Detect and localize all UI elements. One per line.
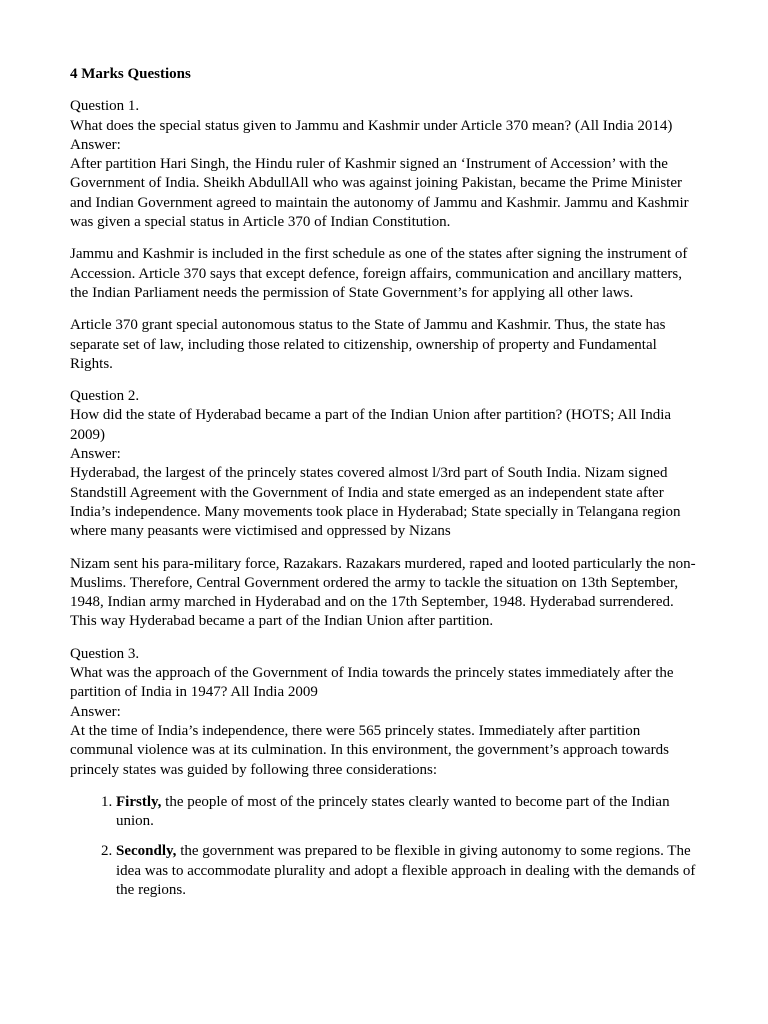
list-item-lead: Secondly, [116,843,177,860]
page-title: 4 Marks Questions [70,66,191,82]
answer-paragraph: Jammu and Kashmir is included in the first schedule as one of the states after signing the instrument of Accession. Article 370 says that except defence, foreign affairs, communication and ancillary matters, the Indian Parliament needs the permission of State Government’s for applying all other laws. [70,246,688,301]
question-1 [70,97,698,232]
answer-label: Answer: [70,446,121,463]
answer-label: Answer: [70,703,121,720]
answer-paragraph: Nizam sent his para-military force, Razakars. Razakars murdered, raped and looted particularly the non-Muslims. Therefore, Central Government ordered the army to tackle the situation on 13th September, 1948, Indian army marched in Hyderabad and on the 17th September, 1948. Hyderabad surrendered. This way Hyderabad became a part of the Indian Union after partition. [70,555,696,630]
question-text: What was the approach of the Government of India towards the princely states immediately after the partition of India in 1947? All India 2009 [70,665,674,701]
list-item [116,793,698,832]
question-3 [70,645,698,780]
answer-paragraph: Hyderabad, the largest of the princely states covered almost l/3rd part of South India. Nizam signed Standstill Agreement with the Government of India and state emerged as an independent state after India’s independence. Many movements took place in Hyderabad; State specially in Telangana region where many peasants were victimised and oppressed by Nizans [70,465,681,540]
answer-label: Answer: [70,136,121,153]
list-item-lead: Firstly, [116,793,162,810]
list-item-text: the people of most of the princely states clearly wanted to become part of the Indian union. [116,793,670,830]
list-item [116,842,698,900]
question-label: Question 2. [70,388,140,405]
answer-paragraph: After partition Hari Singh, the Hindu ruler of Kashmir signed an ‘Instrument of Accession’ with the Government of India. Sheikh AbdullAll who was against joining Pakistan, became the Prime Minister and Indian Government agreed to maintain the autonomy of Jammu and Kashmir. Jammu and Kashmir was given a special status in Article 370 of Indian Constitution. [70,156,689,231]
list-item-text: the government was prepared to be flexible in giving autonomy to some regions. The idea was to accommodate plurality and adopt a flexible approach in dealing with the demands of the regions. [116,843,696,898]
question-2 [70,387,698,541]
question-text: What does the special status given to Jammu and Kashmir under Article 370 mean? (All India 2014) [70,117,673,134]
considerations-list [70,793,698,900]
answer-paragraph: At the time of India’s independence, there were 565 princely states. Immediately after partition communal violence was at its culmination. In this environment, the government’s approach towards princely states was guided by following three considerations: [70,722,670,778]
question-label: Question 1. [70,98,140,115]
answer-paragraph: Article 370 grant special autonomous status to the State of Jammu and Kashmir. Thus, the state has separate set of law, including those related to citizenship, ownership of property and Fundamental Rights. [70,317,666,372]
question-label: Question 3. [70,645,140,662]
question-text: How did the state of Hyderabad became a part of the Indian Union after partition? (HOTS; All India 2009) [70,407,672,443]
